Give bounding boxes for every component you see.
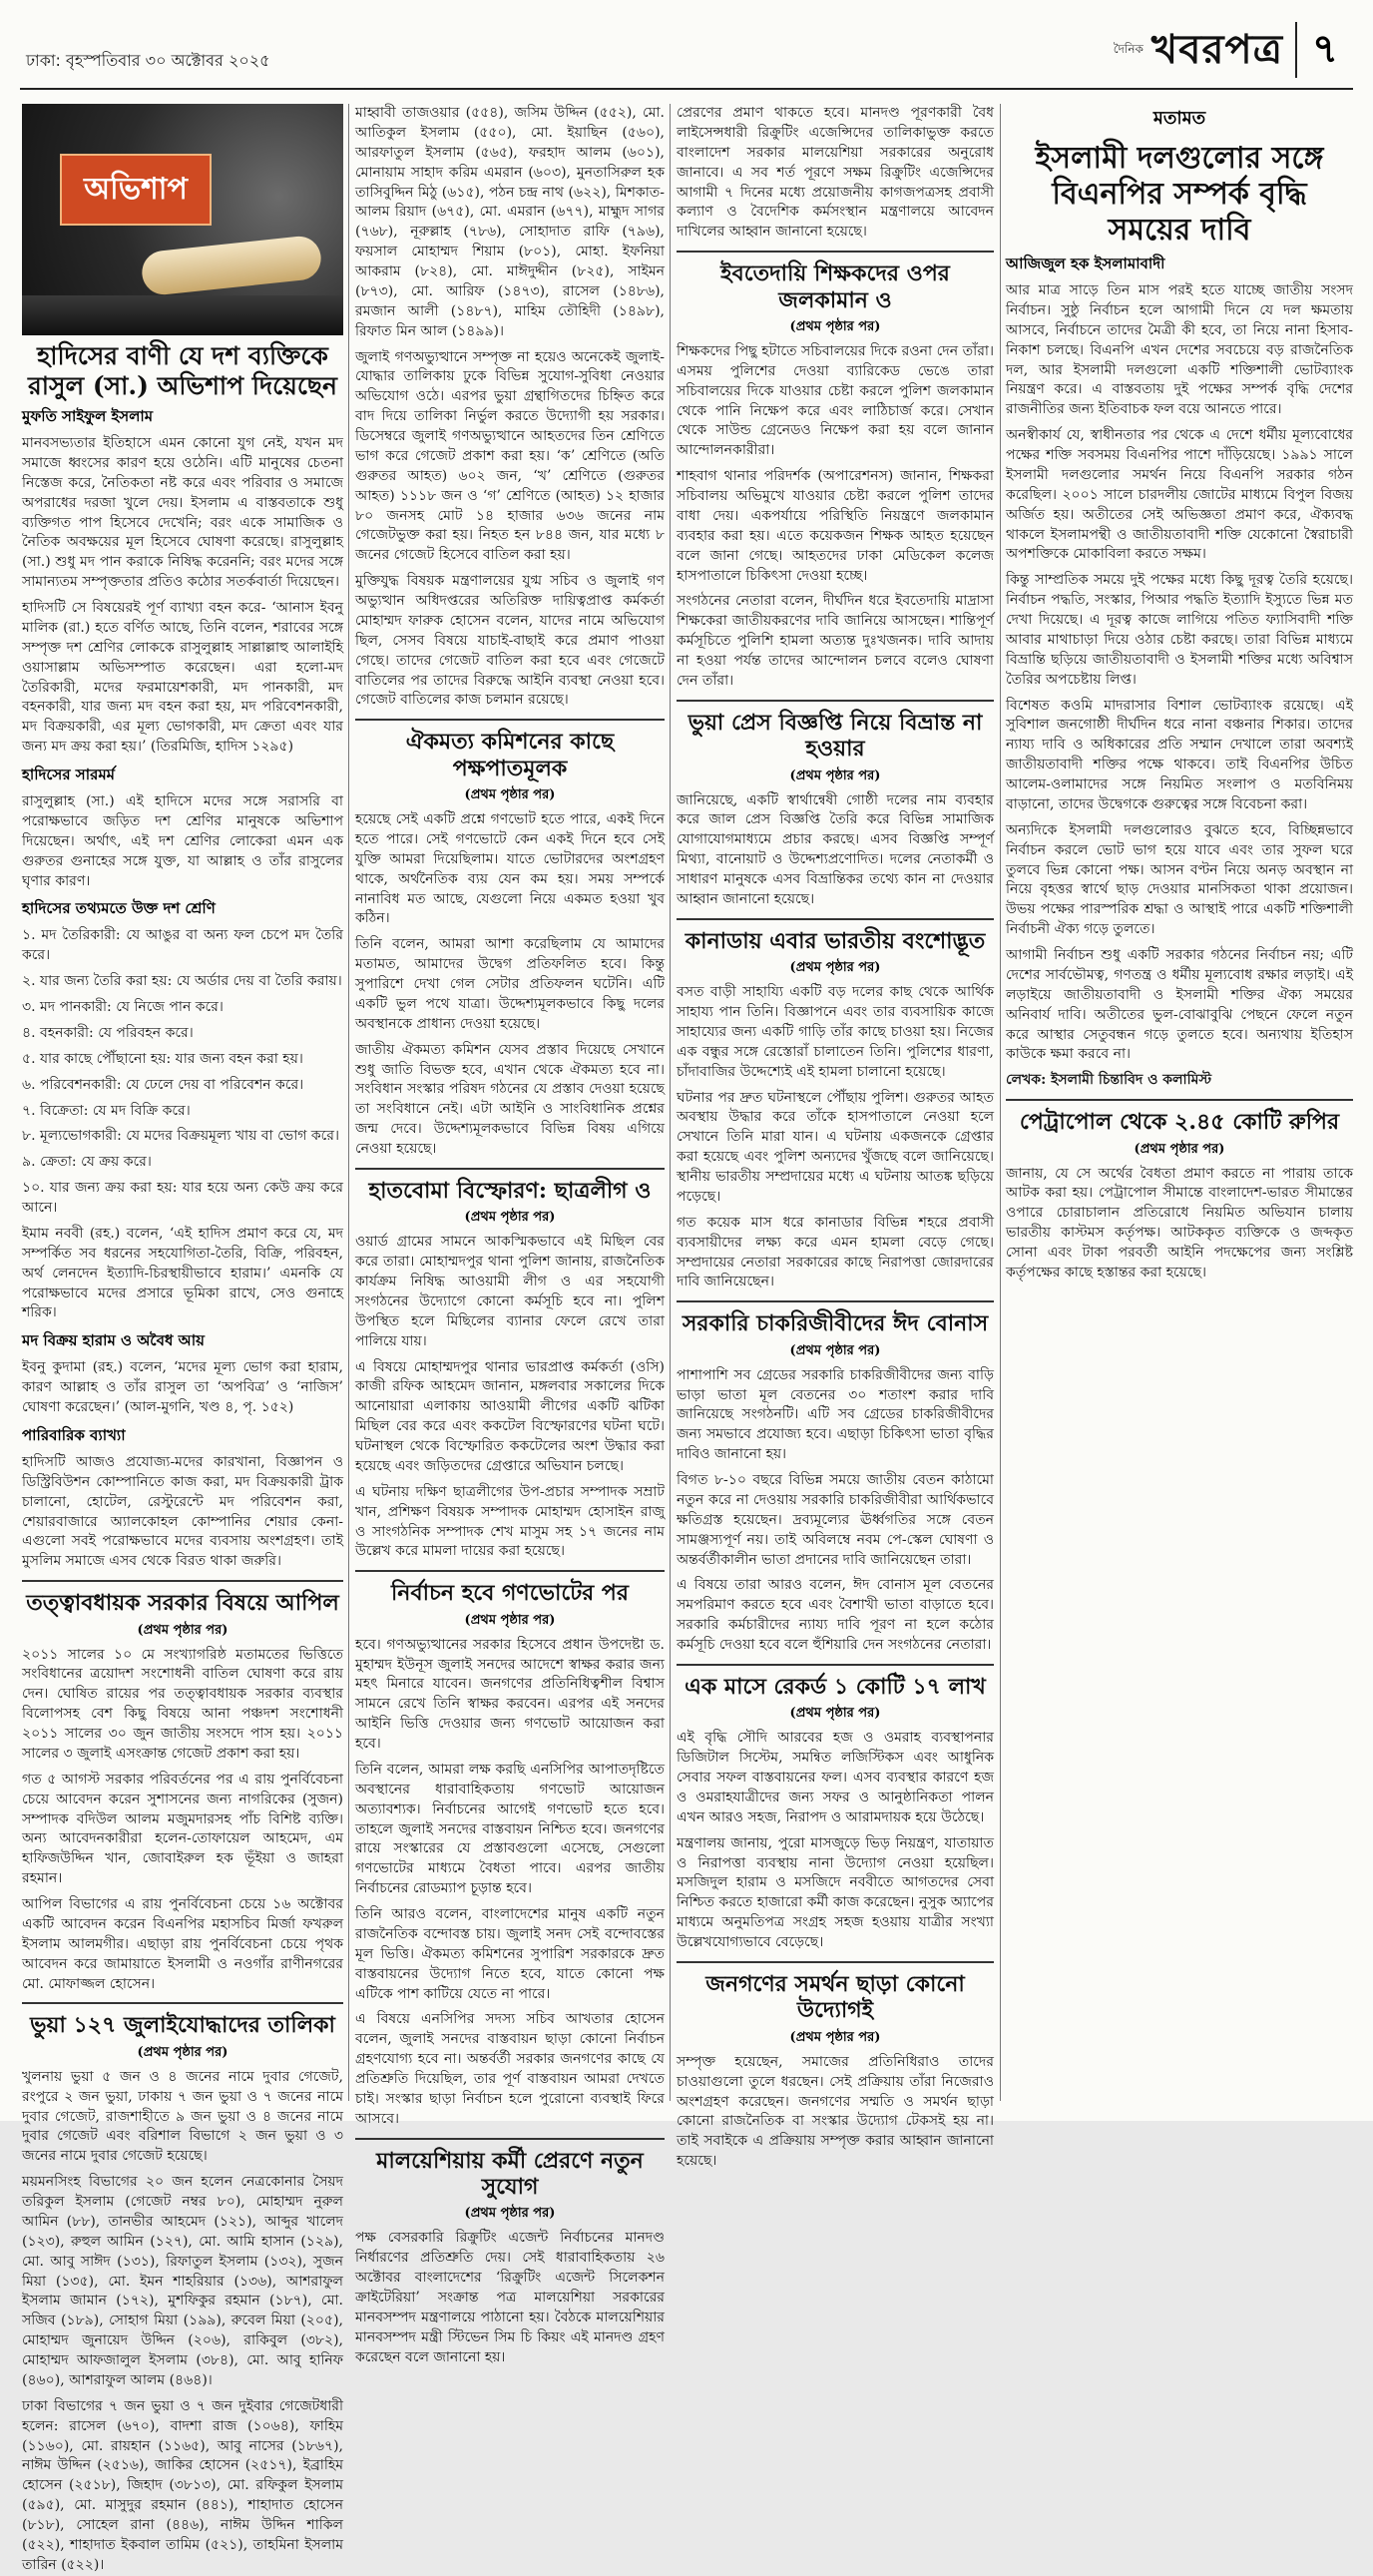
brand-logo: খবরপত্র <box>1150 26 1283 73</box>
brand <box>1114 24 1283 78</box>
column-4 <box>1006 104 1353 2101</box>
curse-illustration <box>22 104 343 335</box>
list-item: ২. যার জন্য তৈরি করা হয়: যে অর্ডার দেয় বা তৈরি করায়। <box>22 973 342 990</box>
paragraph: প্রেরণের প্রমাণ থাকতে হবে। মানদণ্ড পূরণকারী বৈধ লাইসেন্সধারী রিক্রুটিং এজেন্সিদের তালিকাভুক্ত করতে বাংলাদেশ সরকার মালয়েশিয়া সরকারের অনুরোধ জানাবে। এ সব শর্ত পূরণে সক্ষম রিক্রুটিং এজেন্সিদের আগামী ৭ দিনের মধ্যে প্রয়োজনীয় কাগজপত্রসহ প্রবাসী কল্যাণ ও বৈদেশিক কর্মসংস্থান মন্ত্রণালয়ে আবেদন দাখিলের আহ্বান জানানো হয়েছে। <box>677 105 995 241</box>
paragraph: মাহ্বাবী তাজওয়ার (৫৫৪), জসিম উদ্দিন (৫৫২), মো. আতিকুল ইসলাম (৫৫০), মো. ইয়াছিন (৫৬০), আরফাতুল ইসলাম (৫৬৫), ফরহাদ আলম (৬০১), মোনায়াম সাহাদ করিম এমরান (৬০৩), মুনতাসিরুল হক তাসিবুদ্দিন মিঠু (৬১৫), পঠন চন্দ্র নাথ (৬২২), মিশকাত-আলম রিয়াদ (৬৭৫), মো. এমরান (৬৭৭), মাহ্মুদ সাগর (৭৬৮), নূরুল্লাহ (৭৮৬), সোহাদাত রাফি (৭৯৬), ফয়সাল মোহাম্মদ শিয়াম (৮০১), মোহা. ইফনিয়া আকরাম (৮২৪), মো. মাঈদুদ্দীন (৮২৫), সাইমন (৮৭৩), মো. আরিফ (১৪৭৩), রাসেল (১৪৮৬), রমজান আলী (১৪৮৭), মাহিম তৌহিদী (১৪৯৮), রিফাত মিন আল (১৪৯৯)। <box>355 105 665 339</box>
list-item: ১. মদ তৈরিকারী: যে আঙুর বা অন্য ফল চেপে মদ তৈরি করে। <box>22 927 343 964</box>
paragraph: ইবনু কুদামা (রহ.) বলেন, ‘মদের মূল্য ভোগ করা হারাম, কারণ আল্লাহ ও তাঁর রাসুল তা ‘অপবিত্র’ ও ‘নাজিস’ ঘোষণা করেছেন।’ (আল-মুগনি, খণ্ড ৪, পৃ. ১৫২) <box>22 1359 343 1415</box>
paragraph: তিনি বলেন, আমরা লক্ষ করছি এনসিপির আপাতদৃষ্টিতে অবস্থানের ধারাবাহিকতায় গণভোট আয়োজন অত্যাবশ্যক। নির্বাচনের আগেই গণভোট হতে হবে। তাহলে জুলাই সনদের বাস্তবায়ন নিশ্চিত হবে। জনগণের রায়ে সংস্কারের যে প্রস্তাবগুলো এসেছে, সেগুলো গণভোটের মাধ্যমে বৈধতা পাবে। এরপর জাতীয় নির্বাচনের রোডম্যাপ চূড়ান্ত হবে। <box>355 1761 665 1897</box>
paragraph: জানিয়েছে, একটি স্বার্থান্বেষী গোষ্ঠী দলের নাম ব্যবহার করে জাল প্রেস বিজ্ঞপ্তি তৈরি করে বিভিন্ন সামাজিক যোগাযোগমাধ্যমে প্রচার করছে। এসব বিজ্ঞপ্তি সম্পূর্ণ মিথ্যা, বানোয়াট ও উদ্দেশ্যপ্রণোদিত। দলের নেতাকর্মী ও সাধারণ মানুষকে এসব বিভ্রান্তিকর তথ্যে কান না দেওয়ার আহ্বান জানানো হয়েছে। <box>677 791 994 907</box>
page-number: ৭ <box>1295 22 1353 78</box>
paragraph: আগামী নির্বাচন শুধু একটি সরকার গঠনের নির্বাচন নয়; এটি দেশের সার্বভৌমত্ব, গণতন্ত্র ও ধর্মীয় মূল্যবোধ রক্ষার লড়াই। এই লড়াইয়ে জাতীয়তাবাদী ও ইসলামী শক্তির ঐক্য সময়ের অনিবার্য দাবি। অতীতের ভুল-বোঝাবুঝি পেছনে ফেলে নতুন করে আস্থার সেতুবন্ধন গড়ে তুলতে হবে। অন্যথায় ইতিহাস কাউকে ক্ষমা করবে না। <box>1006 947 1353 1063</box>
caretaker-headline: তত্ত্বাবধায়ক সরকার বিষয়ে আপিল <box>26 1590 339 1617</box>
hadith-headline: হাদিসের বাণী যে দশ ব্যক্তিকে রাসুল (সা.) অভিশাপ দিয়েছেন <box>27 341 337 400</box>
paragraph: ইমাম নববী (রহ.) বলেন, ‘এই হাদিস প্রমাণ করে যে, মদ সম্পর্কিত সব ধরনের সহযোগিতা-তৈরি, বিক্রি, পরিবহন, অর্থ লেনদেন ইত্যাদি-চিরস্থায়ীভাবে হারাম।’ এমনকি যে পরোক্ষভাবে মদের প্রসারে ভূমিকা রাখে, সেও গুনাহে শরিক। <box>22 1225 343 1321</box>
paragraph: কিন্তু সাম্প্রতিক সময়ে দুই পক্ষের মধ্যে কিছু দূরত্ব তৈরি হয়েছে। নির্বাচন পদ্ধতি, সংস্কার, পিআর পদ্ধতি ইত্যাদি ইস্যুতে ভিন্ন মত দেখা দিয়েছে। এ দূরত্ব কাজে লাগিয়ে পতিত ফ্যাসিবাদী শক্তি আবার মাথাচাড়া দিয়ে ওঠার চেষ্টা করছে। তারা বিভিন্ন মাধ্যমে বিভ্রান্তি ছড়িয়ে জাতীয়তাবাদী ও ইসলামী শক্তির মধ্যে অবিশ্বাস তৈরির অপচেষ্টায় লিপ্ত। <box>1006 572 1353 688</box>
divider <box>355 1570 665 1572</box>
paragraph: আপিল বিভাগের এ রায় পুনর্বিবেচনা চেয়ে ১৬ অক্টোবর একটি আবেদন করেন বিএনপির মহাসচিব মির্জা ফখরুল ইসলাম আলমগীর। এছাড়া রায় পুনর্বিবেচনা চেয়ে পৃথক আবেদন করে জামায়াতে ইসলামী ও নওগাঁর রাণীনগরের মো. মোফাজ্জল হোসেন। <box>22 1896 343 1992</box>
subheading: মদ বিক্রয় হারাম ও অবৈধ আয় <box>22 1331 205 1350</box>
hadith-byline: মুফতি সাইফুল ইসলাম <box>22 407 154 425</box>
curse-plaque: অভিশাপ <box>60 154 212 226</box>
continuation-note: (প্রথম পৃষ্ঠার পর) <box>789 960 881 976</box>
divider <box>355 2138 665 2140</box>
paragraph: মন্ত্রণালয় জানায়, পুরো মাসজুড়ে ভিড় নিয়ন্ত্রণ, যাতায়াত ও নিরাপত্তা ব্যবস্থায় নানা উদ্যোগ নেওয়া হয়েছিল। মসজিদুল হারাম ও মসজিদে নববীতে আগতদের সেবা নিশ্চিত করতে হাজারো কর্মী কাজ করেছেন। নুসুক অ্যাপের মাধ্যমে অনুমতিপত্র সংগ্রহ সহজ হওয়ায় যাত্রীর সংখ্যা উল্লেখযোগ্যভাবে বেড়েছে। <box>677 1834 994 1951</box>
paragraph: এ ঘটনায় দক্ষিণ ছাত্রলীগের উপ-প্রচার সম্পাদক সম্রাট খান, প্রশিক্ষণ বিষয়ক সম্পাদক মোহাম্মদ হোসাইন রাজু ও সাংগঠনিক সম্পাদক শেখ মাসুম সহ ১৭ জনের নাম উল্লেখ করে মামলা দায়ের করা হয়েছে। <box>355 1483 665 1560</box>
paragraph: গত কয়েক মাস ধরে কানাডার বিভিন্ন শহরে প্রবাসী ব্যবসায়ীদের লক্ষ্য করে এমন হামলা বেড়ে গেছে। সম্প্রদায়ের নেতারা সরকারের কাছে নিরাপত্তা জোরদারের দাবি জানিয়েছেন। <box>677 1214 994 1290</box>
continuation-note: (প্রথম পৃষ্ঠার পর) <box>789 1706 881 1722</box>
paragraph: এ বিষয়ে এনসিপির সদস্য সচিব আখতার হোসেন বলেন, জুলাই সনদের বাস্তবায়ন ছাড়া কোনো নির্বাচন গ্রহণযোগ্য হবে না। অন্তর্বর্তী সরকার জনগণের কাছে যে প্রতিশ্রুতি দিয়েছিল, তার পূর্ণ বাস্তবায়ন আমরা দেখতে চাই। সংস্কার ছাড়া নির্বাচন হলে পুরোনো ব্যবস্থাই ফিরে আসবে। <box>355 2011 665 2127</box>
paragraph: এ বিষয়ে তারা আরও বলেন, ঈদ বোনাস মূল বেতনের সমপরিমাণ করতে হবে এবং বৈশাখী ভাতা বাড়াতে হবে। সরকারি কর্মচারীদের ন্যায্য দাবি পূরণ না হলে কঠোর কর্মসূচি দেওয়া হবে বলে হুঁশিয়ারি দেন সংগঠনের নেতারা। <box>677 1577 994 1654</box>
paragraph: হাদিসটি সে বিষয়েরই পূর্ণ ব্যাখ্যা বহন করে- ‘আনাস ইবনু মালিক (রা.) হতে বর্ণিত আছে, তিনি বলেন, শরাবের সঙ্গে সম্পৃক্ত দশ শ্রেণির লোককে রাসুলুল্লাহ সাল্লাল্লাহু আলাইহি ওয়াসাল্লাম অভিসম্পাত করেছেন। এরা হলো-মদ তৈরিকারী, মদের ফরমায়েশকারী, মদ পানকারী, মদ বহনকারী, যার জন্য মদ বহন করা হয়, মদ পরিবেশনকারী, মদ বিক্রয়কারী, এর মূল্য ভোগকারী, মদ ক্রেতা এবং যার জন্য মদ ক্রয় করা হয়।’ (তিরমিজি, হাদিস ১২৯৫) <box>22 600 343 756</box>
column-rule <box>1000 104 1001 2101</box>
paragraph: অন্যদিকে ইসলামী দলগুলোরও বুঝতে হবে, বিচ্ছিন্নভাবে নির্বাচন করলে ভোট ভাগ হয়ে যাবে এবং তার সুফল ঘরে তুলবে ভিন্ন কোনো পক্ষ। আসন বণ্টন নিয়ে অনড় অবস্থান না নিয়ে বৃহত্তর স্বার্থে ছাড় দেওয়ার মানসিকতা থাকা প্রয়োজন। উভয় পক্ষের পারস্পরিক শ্রদ্ধা ও আস্থাই পারে একটি শক্তিশালী নির্বাচনী ঐক্য গড়ে তুলতে। <box>1006 821 1353 938</box>
continuation-note: (প্রথম পৃষ্ঠার পর) <box>789 768 881 783</box>
list-item: ৯. ক্রেতা: যে ক্রয় করে। <box>22 1154 152 1171</box>
malaysia-headline: মালয়েশিয়ায় কর্মী প্রেরণে নতুন সুযোগ <box>376 2147 644 2201</box>
column-3 <box>677 104 995 2170</box>
divider <box>355 1168 665 1170</box>
fake-fighters-headline: ভুয়া ১২৭ জুলাইযোদ্ধাদের তালিকা <box>30 2012 335 2039</box>
paragraph: বিগত ৮-১০ বছরে বিভিন্ন সময়ে জাতীয় বেতন কাঠামো নতুন করে না দেওয়ায় সরকারি চাকরিজীবীরা আর্থিকভাবে ক্ষতিগ্রস্ত হয়েছেন। দ্রব্যমূল্যের ঊর্ধ্বগতির সঙ্গে বেতন সামঞ্জস্যপূর্ণ নয়। তাই অবিলম্বে নবম পে-স্কেল ঘোষণা ও অন্তর্বর্তীকালীন ভাতা প্রদানের দাবি জানিয়েছেন তারা। <box>677 1472 994 1568</box>
subheading: হাদিসের তথ্যমতে উক্ত দশ শ্রেণি <box>22 899 216 918</box>
divider <box>1006 1099 1353 1101</box>
bottle-graphic <box>140 235 323 297</box>
paragraph: হয়েছে সেই একটি প্রশ্নে গণভোট হতে পারে, একই দিনে হতে পারে। সেই গণভোটে কেন একই দিনে হবে সেই যুক্তি আমরা দিয়েছিলাম। যাতে ভোটারদের অংশগ্রহণ থাকে, অর্থনৈতিক ব্যয় যেন কম হয়। সময় সম্পর্কে নানাবিধ মত আছে, যেগুলো নিয়ে একমত হওয়া খুব কঠিন। <box>355 811 665 927</box>
list-item: ৬. পরিবেশনকারী: যে ঢেলে দেয় বা পরিবেশন করে। <box>22 1076 304 1093</box>
divider <box>677 1961 994 1963</box>
public-consent-headline: জনগণের সমর্থন ছাড়া কোনো উদ্যোগই <box>705 1970 965 2024</box>
paragraph: তিনি আরও বলেন, বাংলাদেশের মানুষ একটি নতুন রাজনৈতিক বন্দোবস্ত চায়। জুলাই সনদ সেই বন্দোবস্তের মূল ভিত্তি। ঐকমত্য কমিশনের সুপারিশ সরকারকে দ্রুত বাস্তবায়নের উদ্যোগ নিতে হবে, যাতে কোনো পক্ষ এটিকে পাশ কাটিয়ে যেতে না পারে। <box>355 1906 665 2002</box>
table-surface <box>22 295 343 335</box>
paragraph: শাহবাগ থানার পরিদর্শক (অপারেশনস) জানান, শিক্ষকরা সচিবালয় অভিমুখে যাওয়ার চেষ্টা করলে পুলিশ তাদের বাধা দেয়। একপর্যায়ে পরিস্থিতি নিয়ন্ত্রণে জলকামান ব্যবহার করা হয়। এতে কয়েকজন শিক্ষক আহত হয়েছেন বলে জানা গেছে। আহতদের ঢাকা মেডিকেল কলেজ হাসপাতালে চিকিৎসা দেওয়া হচ্ছে। <box>677 468 994 584</box>
continuation-note: (প্রথম পৃষ্ঠার পর) <box>464 2206 556 2222</box>
election-headline: নির্বাচন হবে গণভোটের পর <box>391 1580 629 1607</box>
continuation-note: (প্রথম পৃষ্ঠার পর) <box>137 2044 229 2060</box>
divider <box>22 1580 343 1582</box>
dateline: ঢাকা: বৃহস্পতিবার ৩০ অক্টোবর ২০২৫ <box>26 51 270 70</box>
paragraph: ঘটনার পর দ্রুত ঘটনাস্থলে পৌঁছায় পুলিশ। গুরুতর আহত অবস্থায় উদ্ধার করে তাঁকে হাসপাতালে নেওয়া হলে সেখানে তিনি মারা যান। এ ঘটনায় একজনকে গ্রেপ্তার করা হয়েছে এবং পুলিশ অন্যদের খুঁজছে বলে জানিয়েছে। স্থানীয় ভারতীয় সম্প্রদায়ের মধ্যে এ ঘটনায় আতঙ্ক ছড়িয়ে পড়েছে। <box>677 1089 994 1205</box>
author-note: লেখক: ইসলামী চিন্তাবিদ ও কলামিস্ট <box>1006 1072 1212 1089</box>
continuation-note: (প্রথম পৃষ্ঠার পর) <box>789 1342 881 1358</box>
list-item: ৭. বিক্রেতা: যে মদ বিক্রি করে। <box>22 1102 191 1119</box>
paragraph: তিনি বলেন, আমরা আশা করেছিলাম যে আমাদের মতামত, আমাদের উদ্বেগ প্রতিফলিত হবে। কিন্তু সুপারিশে দেখা গেল সেটার প্রতিফলন ঘটেনি। এটি একটি ভুল পথে যাত্রা। উদ্দেশ্যমূলকভাবে কিছু দলের অবস্থানকে প্রাধান্য দেওয়া হয়েছে। <box>355 936 665 1032</box>
list-item: ৫. যার কাছে পৌঁছানো হয়: যার জন্য বহন করা হয়। <box>22 1050 303 1067</box>
opinion-headline: ইসলামী দলগুলোর সঙ্গে বিএনপির সম্পর্ক বৃদ্ধি সময়ের দাবি <box>1035 141 1324 248</box>
list-item: ৪. বহনকারী: যে পরিবহন করে। <box>22 1024 194 1041</box>
paragraph: খুলনায় ভুয়া ৫ জন ও ৪ জনের নামে দুবার গেজেট, রংপুরে ২ জন ভুয়া, ঢাকায় ৭ জন ভুয়া ও ৭ জনের নামে দুবার গেজেট, রাজশাহীতে ৯ জন ভুয়া ও ৪ জনের নামে দুবার গেজেট এবং বরিশাল বিভাগে ২ জন ভুয়া ও ৩ জনের নামে দুবার গেজেট হয়েছে। <box>22 2068 343 2165</box>
continuation-note: (প্রথম পৃষ্ঠার পর) <box>464 1210 556 1226</box>
continuation-note: (প্রথম পৃষ্ঠার পর) <box>789 2029 881 2045</box>
paragraph: ময়মনসিংহ বিভাগের ২০ জন হলেন নেত্রকোনার সৈয়দ তরিকুল ইসলাম (গেজেট নম্বর ৮০), মোহাম্মদ নুরুল আমিন (৮৮), তানভীর আহমেদ (১২১), আব্দুর খালেদ (১২৩), রুহুল আমিন (১২৭), মো. আমি হাসান (১২৯), মো. আবু সাঈদ (১৩১), রিফাতুল ইসলাম (১৩২), সুজন মিয়া (১৩৫), মো. ইমন শাহরিয়ার (১৩৬), আশরাফুল ইসলাম জামান (১৭২), মুশফিকুর রহমান (১৮৭), মো. সজিব (১৮৯), সোহাগ মিয়া (১৯৯), রুবেল মিয়া (২০৫), মোহাম্মদ জুনায়েদ উদ্দিন (২০৬), রাকিবুল (৩৮২), মোহাম্মদ আফজালুল ইসলাম (৩৮৪), মো. আবু হানিফ (৪৬০), আশরাফুল আলম (৪৬৪)। <box>22 2174 343 2388</box>
masthead <box>20 18 1353 90</box>
paragraph: রাসুলুল্লাহ (সা.) এই হাদিসে মদের সঙ্গে সরাসরি বা পরোক্ষভাবে জড়িত দশ শ্রেণির মানুষকে অভিশাপ দিয়েছেন। অর্থাৎ, এই দশ শ্রেণির লোকেরা এমন এক গুরুতর গুনাহের সঙ্গে যুক্ত, যা আল্লাহ ও তাঁর রাসুলের ঘৃণার কারণ। <box>22 793 343 889</box>
list-item: ১০. যার জন্য ক্রয় করা হয়: যার হয়ে অন্য কেউ ক্রয় করে আনে। <box>22 1180 343 1216</box>
press-release-headline: ভুয়া প্রেস বিজ্ঞপ্তি নিয়ে বিভ্রান্ত না হওয়ার <box>687 709 983 763</box>
divider <box>677 1300 994 1302</box>
divider <box>677 1664 994 1666</box>
paragraph: জানায়, যে সে অর্থের বৈধতা প্রমাণ করতে না পারায় তাকে আটক করা হয়। পেট্রাপোল সীমান্তে বাংলাদেশ-ভারত সীমান্তের ওপারে চোরাচালান প্রতিরোধে নিয়মিত অভিযান চালায় ভারতীয় কাস্টমস কর্তৃপক্ষ। আটককৃত ব্যক্তিকে ও জব্দকৃত সোনা এবং টাকা পরবর্তী আইনি পদক্ষেপের জন্য সংশ্লিষ্ট কর্তৃপক্ষের কাছে হস্তান্তর করা হয়েছে। <box>1006 1165 1353 1281</box>
paragraph: বসত বাড়ী সাহায্যি একটি বড় দলের কাছ থেকে আর্থিক সাহায্য পান তিনি। বিজ্ঞাপনে এবং তার ব্যবসায়িক কাজে সাহায্যের জন্য একটি গাড়ি তাঁর কাছে চাওয়া হয়। নিজের এক বন্ধুর সঙ্গে রেস্তোরাঁ চালাতেন তিনি। পুলিশের ধারণা, চাঁদাবাজির উদ্দেশ্যেই এই হামলা চালানো হয়েছে। <box>677 984 994 1080</box>
paragraph: হাদিসটি আজও প্রযোজ্য-মদের কারখানা, বিজ্ঞাপন ও ডিস্ট্রিবিউশন কোম্পানিতে কাজ করা, মদ বিক্রয়কারী ট্রাক চালানো, হোটেল, রেস্টুরেন্টে মদ পরিবেশন করা, শেয়ারবাজারে অ্যালকোহল কোম্পানির শেয়ার কেনা-এগুলো সবই পরোক্ষভাবে মদের ব্যবসায় অংশগ্রহণ। তাই মুসলিম সমাজে এসব থেকে বিরত থাকা জরুরি। <box>22 1453 343 1570</box>
opinion-byline: আজিজুল হক ইসলামাবাদী <box>1006 255 1165 272</box>
paragraph: ওয়ার্ড গ্রামের সামনে আকস্মিকভাবে এই মিছিল বের করে তারা। মোহাম্মদপুর থানা পুলিশ জানায়, রাজনৈতিক কার্যক্রম নিষিদ্ধ আওয়ামী লীগ ও এর সহযোগী সংগঠনের উদ্যোগে কোনো কর্মসূচি হবে না। পুলিশ উপস্থিত হলে মিছিলের ব্যানার ফেলে রেখে তারা পালিয়ে যায়। <box>355 1234 665 1349</box>
paragraph: আর মাত্র সাড়ে তিন মাস পরই হতে যাচ্ছে জাতীয় সংসদ নির্বাচন। সুষ্ঠু নির্বাচন হলে আগামী দিনে যে দল ক্ষমতায় আসবে, নির্বাচনে তাদের মৈত্রী কী হবে, তা নিয়ে নানা হিসাব-নিকাশ চলছে। বিএনপি এখন দেশের সবচেয়ে বড় রাজনৈতিক দল, আর ইসলামী দলগুলো একটি শক্তিশালী ভোটব্যাংক নিয়ন্ত্রণ করে। এ বাস্তবতায় দুই পক্ষের সম্পর্ক বৃদ্ধি দেশের রাজনীতির জন্য ইতিবাচক ফল বয়ে আনতে পারে। <box>1006 282 1353 418</box>
list-item: ৮. মূল্যভোগকারী: যে মদের বিক্রয়মূল্য খায় বা ভোগ করে। <box>22 1128 340 1145</box>
paragraph: জুলাই গণঅভ্যুত্থানে সম্পৃক্ত না হয়েও অনেকেই জুলাই-যোদ্ধার তালিকায় ঢুকে বিভিন্ন সুযোগ-সুবিধা নেওয়ার অভিযোগ ওঠে। এরপর ভুয়া গ্রন্থাগিতদের চিহ্নিত করে বাদ দিয়ে তালিকা নির্ভুল করতে উদ্যোগী হয় সরকার। ডিসেম্বরে জুলাই গণঅভ্যুত্থানে আহতদের তিন শ্রেণিতে ভাগ করে গেজেট প্রকাশ করা হয়। ‘ক’ শ্রেণিতে (অতি গুরুতর আহত) ৬০২ জন, ‘খ’ শ্রেণিতে (গুরুতর আহত) ১১১৮ জন ও ‘গ’ শ্রেণিতে (আহত) ১২ হাজার ৮০ জনসহ মোট ১৪ হাজার ৬৩৬ জনের নাম গেজেটভুক্ত করা হয়। নিহত হন ৮৪৪ জন, যার মধ্যে ৮ জনের গেজেট হিসেবে বাতিল করা হয়। <box>355 348 665 564</box>
paragraph: হবে। গণঅভ্যুত্থানের সরকার হিসেবে প্রধান উপদেষ্টা ড. মুহাম্মদ ইউনূস জুলাই সনদের আদেশে স্বাক্ষর করার জন্য মহৎ মিনারে যাবেন। জনগণের প্রতিনিধিত্বশীল বিশ্বাস সামনে রেখে তিনি স্বাক্ষর করবেন। এরপর এই সনদের আইনি ভিত্তি দেওয়ার জন্য গণভোট আয়োজন করা হবে। <box>355 1636 665 1753</box>
divider <box>677 918 994 920</box>
divider <box>677 700 994 702</box>
divider <box>355 719 665 721</box>
umrah-record-headline: এক মাসে রেকর্ড ১ কোটি ১৭ লাখ <box>685 1673 986 1700</box>
bonus-headline: সরকারি চাকরিজীবীদের ঈদ বোনাস <box>682 1310 989 1337</box>
continuation-note: (প্রথম পৃষ্ঠার পর) <box>464 1612 556 1628</box>
paragraph: এ বিষয়ে মোহাম্মদপুর থানার ভারপ্রাপ্ত কর্মকর্তা (ওসি) কাজী রফিক আহমেদ জানান, মঙ্গলবার সকালের দিকে আনোয়ারা এলাকায় আওয়ামী লীগের একটি ঝটিকা মিছিল বের করে এবং ককটেল বিস্ফোরণের ঘটনা ঘটে। ঘটনাস্থল থেকে বিস্ফোরিত ককটেলের অংশ উদ্ধার করা হয়েছে এবং জড়িতদের গ্রেপ্তারে অভিযান চলছে। <box>355 1358 665 1474</box>
continuation-note: (প্রথম পৃষ্ঠার পর) <box>137 1622 229 1638</box>
paragraph: মানবসভ্যতার ইতিহাসে এমন কোনো যুগ নেই, যখন মদ সমাজে ধ্বংসের কারণ হয়ে ওঠেনি। এটি মানুষের চেতনা নিস্তেজ করে, নৈতিকতা নষ্ট করে এবং পরিবার ও সমাজে অপরাধের দরজা খুলে দেয়। ইসলাম এ বাস্তবতাকে শুধু ব্যক্তিগত পাপ হিসেবে দেখেনি; বরং একে সামাজিক ও নৈতিক অবক্ষয়ের মূল হিসেবে ঘোষণা করেছে। রাসুলুল্লাহ (সা.) শুধু মদ পান করাকে নিষিদ্ধ করেননি; বরং মদের সঙ্গে সামান্যতম সম্পৃক্ততার প্রতিও কঠোর সতর্কবার্তা দিয়েছেন। <box>22 435 343 591</box>
paragraph: মুক্তিযুদ্ধ বিষয়ক মন্ত্রণালয়ের যুগ্ম সচিব ও জুলাই গণ অভ্যুত্থান অধিদপ্তরের অতিরিক্ত দায়িত্বপ্রাপ্ত কর্মকর্তা মোহাম্মদ ফারুক হোসেন বলেন, যাদের নামে অভিযোগ ছিল, সেসব বিষয়ে যাচাই-বাছাই করে প্রমাণ পাওয়া গেছে। তাদের গেজেট বাতিল করা হবে এবং গেজেটে বাতিলের পর তাদের বিরুদ্ধে আইনি ব্যবস্থা নেওয়া হবে। গেজেট বাতিলের কাজ চলমান রয়েছে। <box>355 573 665 709</box>
column-1 <box>22 104 343 2573</box>
paragraph: শিক্ষকদের পিছু হটাতে সচিবালয়ের দিকে রওনা দেন তাঁরা। এসময় পুলিশের দেওয়া ব্যারিকেড ভেঙে তারা সচিবালয়ের দিকে যাওয়ার চেষ্টা করলে পুলিশ জলকামান থেকে পানি নিক্ষেপ করে এবং লাঠিচার্জ করে। সেখান থেকে সাউন্ড গ্রেনেডও নিক্ষেপ করা হয় বলে জানান আন্দোলনকারীরা। <box>677 342 994 459</box>
divider <box>22 2002 343 2004</box>
petrapole-headline: পেট্রাপোল থেকে ২.৪৫ কোটি রুপির <box>1019 1109 1340 1136</box>
opinion-kicker: মতামত <box>1152 108 1206 129</box>
paragraph: সংগঠনের নেতারা বলেন, দীর্ঘদিন ধরে ইবতেদায়ি মাদ্রাসা শিক্ষকেরা জাতীয়করণের দাবি জানিয়ে আসছেন। শান্তিপূর্ণ কর্মসূচিতে পুলিশি হামলা অত্যন্ত দুঃখজনক। দাবি আদায় না হওয়া পর্যন্ত তাদের আন্দোলন চলবে বলেও ঘোষণা দেন তাঁরা। <box>677 593 994 689</box>
paragraph: পক্ষ বেসরকারি রিক্রুটিং এজেন্ট নির্বাচনের মানদণ্ড নির্ধারণের প্রতিশ্রুতি দেয়। সেই ধারাবাহিকতায় ২৬ অক্টোবর বাংলাদেশের ‘রিক্রুটিং এজেন্ট সিলেকশন ক্রাইটেরিয়া’ সংক্রান্ত পত্র মালয়েশিয়া সরকারের মানবসম্পদ মন্ত্রণালয়ে পাঠানো হয়। বৈঠকে মালয়েশিয়ার মানবসম্পদ মন্ত্রী স্টিভেন সিম চি কিয়ং এই মানদণ্ড গ্রহণ করেছেন বলে জানানো হয়। <box>355 2230 665 2365</box>
bomb-headline: হাতবোমা বিস্ফোরণ: ছাত্রলীগ ও <box>368 1177 652 1204</box>
paragraph: সম্পৃক্ত হয়েছেন, সমাজের প্রতিনিধিরাও তাদের চাওয়াগুলো তুলে ধরছেন। সেই প্রক্রিয়ায় তাঁরা নিজেরাও অংশগ্রহণ করেছেন। জনগণের সম্মতি ও সমর্থন ছাড়া কোনো রাজনৈতিক বা সংস্কার উদ্যোগ টেকসই হয় না। তাই সবাইকে এ প্রক্রিয়ায় সম্পৃক্ত করার আহ্বান জানানো হয়েছে। <box>677 2053 994 2170</box>
subheading: হাদিসের সারমর্ম <box>22 766 115 783</box>
consensus-headline: ঐকমত্য কমিশনের কাছে পক্ষপাতমূলক <box>405 729 615 781</box>
brand-prefix: দৈনিক <box>1113 42 1144 56</box>
continuation-note: (প্রথম পৃষ্ঠার পর) <box>464 787 556 803</box>
continuation-note: (প্রথম পৃষ্ঠার পর) <box>1134 1141 1225 1157</box>
paragraph: অনস্বীকার্য যে, স্বাধীনতার পর থেকে এ দেশে ধর্মীয় মূল্যবোধের পক্ষের শক্তি সবসময় বিএনপির পাশে দাঁড়িয়েছে। ১৯৯১ সালে ইসলামী দলগুলোর সমর্থন নিয়ে বিএনপি সরকার গঠন করেছিল। ২০০১ সালে চারদলীয় জোটের মাধ্যমে বিপুল বিজয় অর্জিত হয়। অতীতের সেই অভিজ্ঞতা প্রমাণ করে, ঐক্যবদ্ধ থাকলে ইসলামপন্থী ও জাতীয়তাবাদী শক্তি যেকোনো স্বৈরাচারী অপশক্তিকে মোকাবিলা করতে সক্ষম। <box>1006 427 1353 563</box>
teachers-headline: ইবতেদায়ি শিক্ষকদের ওপর জলকামান ও <box>720 260 950 313</box>
paragraph: গত ৫ আগস্ট সরকার পরিবর্তনের পর এ রায় পুনর্বিবেচনা চেয়ে আবেদন করেন সুশাসনের জন্য নাগরিকের (সুজন) সম্পাদক বদিউল আলম মজুমদারসহ পাঁচ বিশিষ্ট ব্যক্তি। অন্য আবেদনকারীরা হলেন-তোফায়েল আহমেদ, এম হাফিজউদ্দিন খান, জোবাইরুল হক ভূঁইয়া ও জাহরা রহমান। <box>22 1771 343 1887</box>
column-2 <box>355 104 665 2365</box>
paragraph: জাতীয় ঐকমত্য কমিশন যেসব প্রস্তাব দিয়েছে সেখানে শুধু জাতি বিভক্ত হবে, এখান থেকে ঐকমত্য হবে না। সংবিধান সংস্কার পরিষদ গঠনের যে প্রস্তাব দেওয়া হয়েছে তা সংবিধানে নেই। এটা আইনি ও সাংবিধানিক প্রশ্নের জন্ম দেবে। উদ্দেশ্যমূলকভাবে বিভিন্ন বিষয় এগিয়ে নেওয়া হয়েছে। <box>355 1041 665 1158</box>
divider <box>677 251 994 253</box>
list-item: ৩. মদ পানকারী: যে নিজে পান করে। <box>22 999 224 1015</box>
paragraph: বিশেষত কওমি মাদরাসার বিশাল ভোটব্যাংক রয়েছে। এই সুবিশাল জনগোষ্ঠী দীর্ঘদিন ধরে নানা বঞ্চনার শিকার। তাদের ন্যায্য দাবি ও অধিকারের প্রতি সম্মান দেখালে তারা অবশ্যই জাতীয়তাবাদী শক্তির পক্ষে থাকবে। তাই বিএনপির উচিত আলেম-ওলামাদের সঙ্গে নিয়মিত সংলাপ ও মতবিনিময় বাড়ানো, তাদের উদ্বেগকে গুরুত্বের সঙ্গে বিবেচনা করা। <box>1006 697 1353 812</box>
paragraph: পাশাপাশি সব গ্রেডের সরকারি চাকরিজীবীদের জন্য বাড়ি ভাড়া ভাতা মূল বেতনের ৩০ শতাংশ করার দাবি জানিয়েছে সংগঠনটি। এটি সব গ্রেডের চাকরিজীবীদের জন্য সমভাবে প্রযোজ্য হবে। এছাড়া চিকিৎসা ভাতা বৃদ্ধির দাবিও জানানো হয়। <box>677 1366 994 1463</box>
continuation-note: (প্রথম পৃষ্ঠার পর) <box>789 318 881 334</box>
column-rule <box>348 104 349 2101</box>
column-rule <box>670 104 671 2101</box>
subheading: পারিবারিক ব্যাখ্যা <box>22 1425 126 1444</box>
paragraph: ২০১১ সালের ১০ মে সংখ্যাগরিষ্ঠ মতামতের ভিত্তিতে সংবিধানের ত্রয়োদশ সংশোধনী বাতিল ঘোষণা করে রায় দেন। ঘোষিত রায়ের পর তত্ত্বাবধায়ক সরকার ব্যবস্থার বিলোপসহ বেশ কিছু বিষয়ে আনা পঞ্চদশ সংশোধনী ২০১১ সালের ৩০ জুন জাতীয় সংসদে পাস হয়। ২০১১ সালের ৩ জুলাই এসংক্রান্ত গেজেট প্রকাশ করা হয়। <box>22 1646 343 1762</box>
canada-headline: কানাডায় এবার ভারতীয় বংশোদ্ভূত <box>685 927 986 954</box>
paragraph: এই বৃদ্ধি সৌদি আরবের হজ ও ওমরাহ ব্যবস্থাপনার ডিজিটাল সিস্টেম, সমন্বিত লজিস্টিকস এবং আধুনিক সেবার সফল বাস্তবায়নের ফল। এসব ব্যবস্থার কারণে হজ ও ওমরাহযাত্রীদের জন্য সফর ও আনুষ্ঠানিকতা পালন এখন আরও সহজ, নিরাপদ ও আরামদায়ক হয়ে উঠেছে। <box>677 1730 994 1825</box>
paragraph: ঢাকা বিভাগের ৭ জন ভুয়া ও ৭ জন দুইবার গেজেটধারী হলেন: রাসেল (৬৭০), বাদশা রাজ (১০৬৪), ফাহিম (১১৬০), মো. রায়হান (১১৬৫), আবু নাসের (১৮৬৭), নাঈম উদ্দিন (২৫১৬), জাকির হোসেন (২৫১৭), ইব্রাহিম হোসেন (২৫১৮), জিহাদ (৩৮১৩), মো. রফিকুল ইসলাম (৫৯৫), মো. মাসুদুর রহমান (৪৪১), শাহাদাত হোসেন (৮১৮), সোহেল রানা (৪৪৬), নাঈম উদ্দিন শাকিল (৫২২), শাহাদাত ইকবাল তামিম (৫২১), তাহমিনা ইসলাম তারিন (৫২২)। <box>22 2397 343 2573</box>
